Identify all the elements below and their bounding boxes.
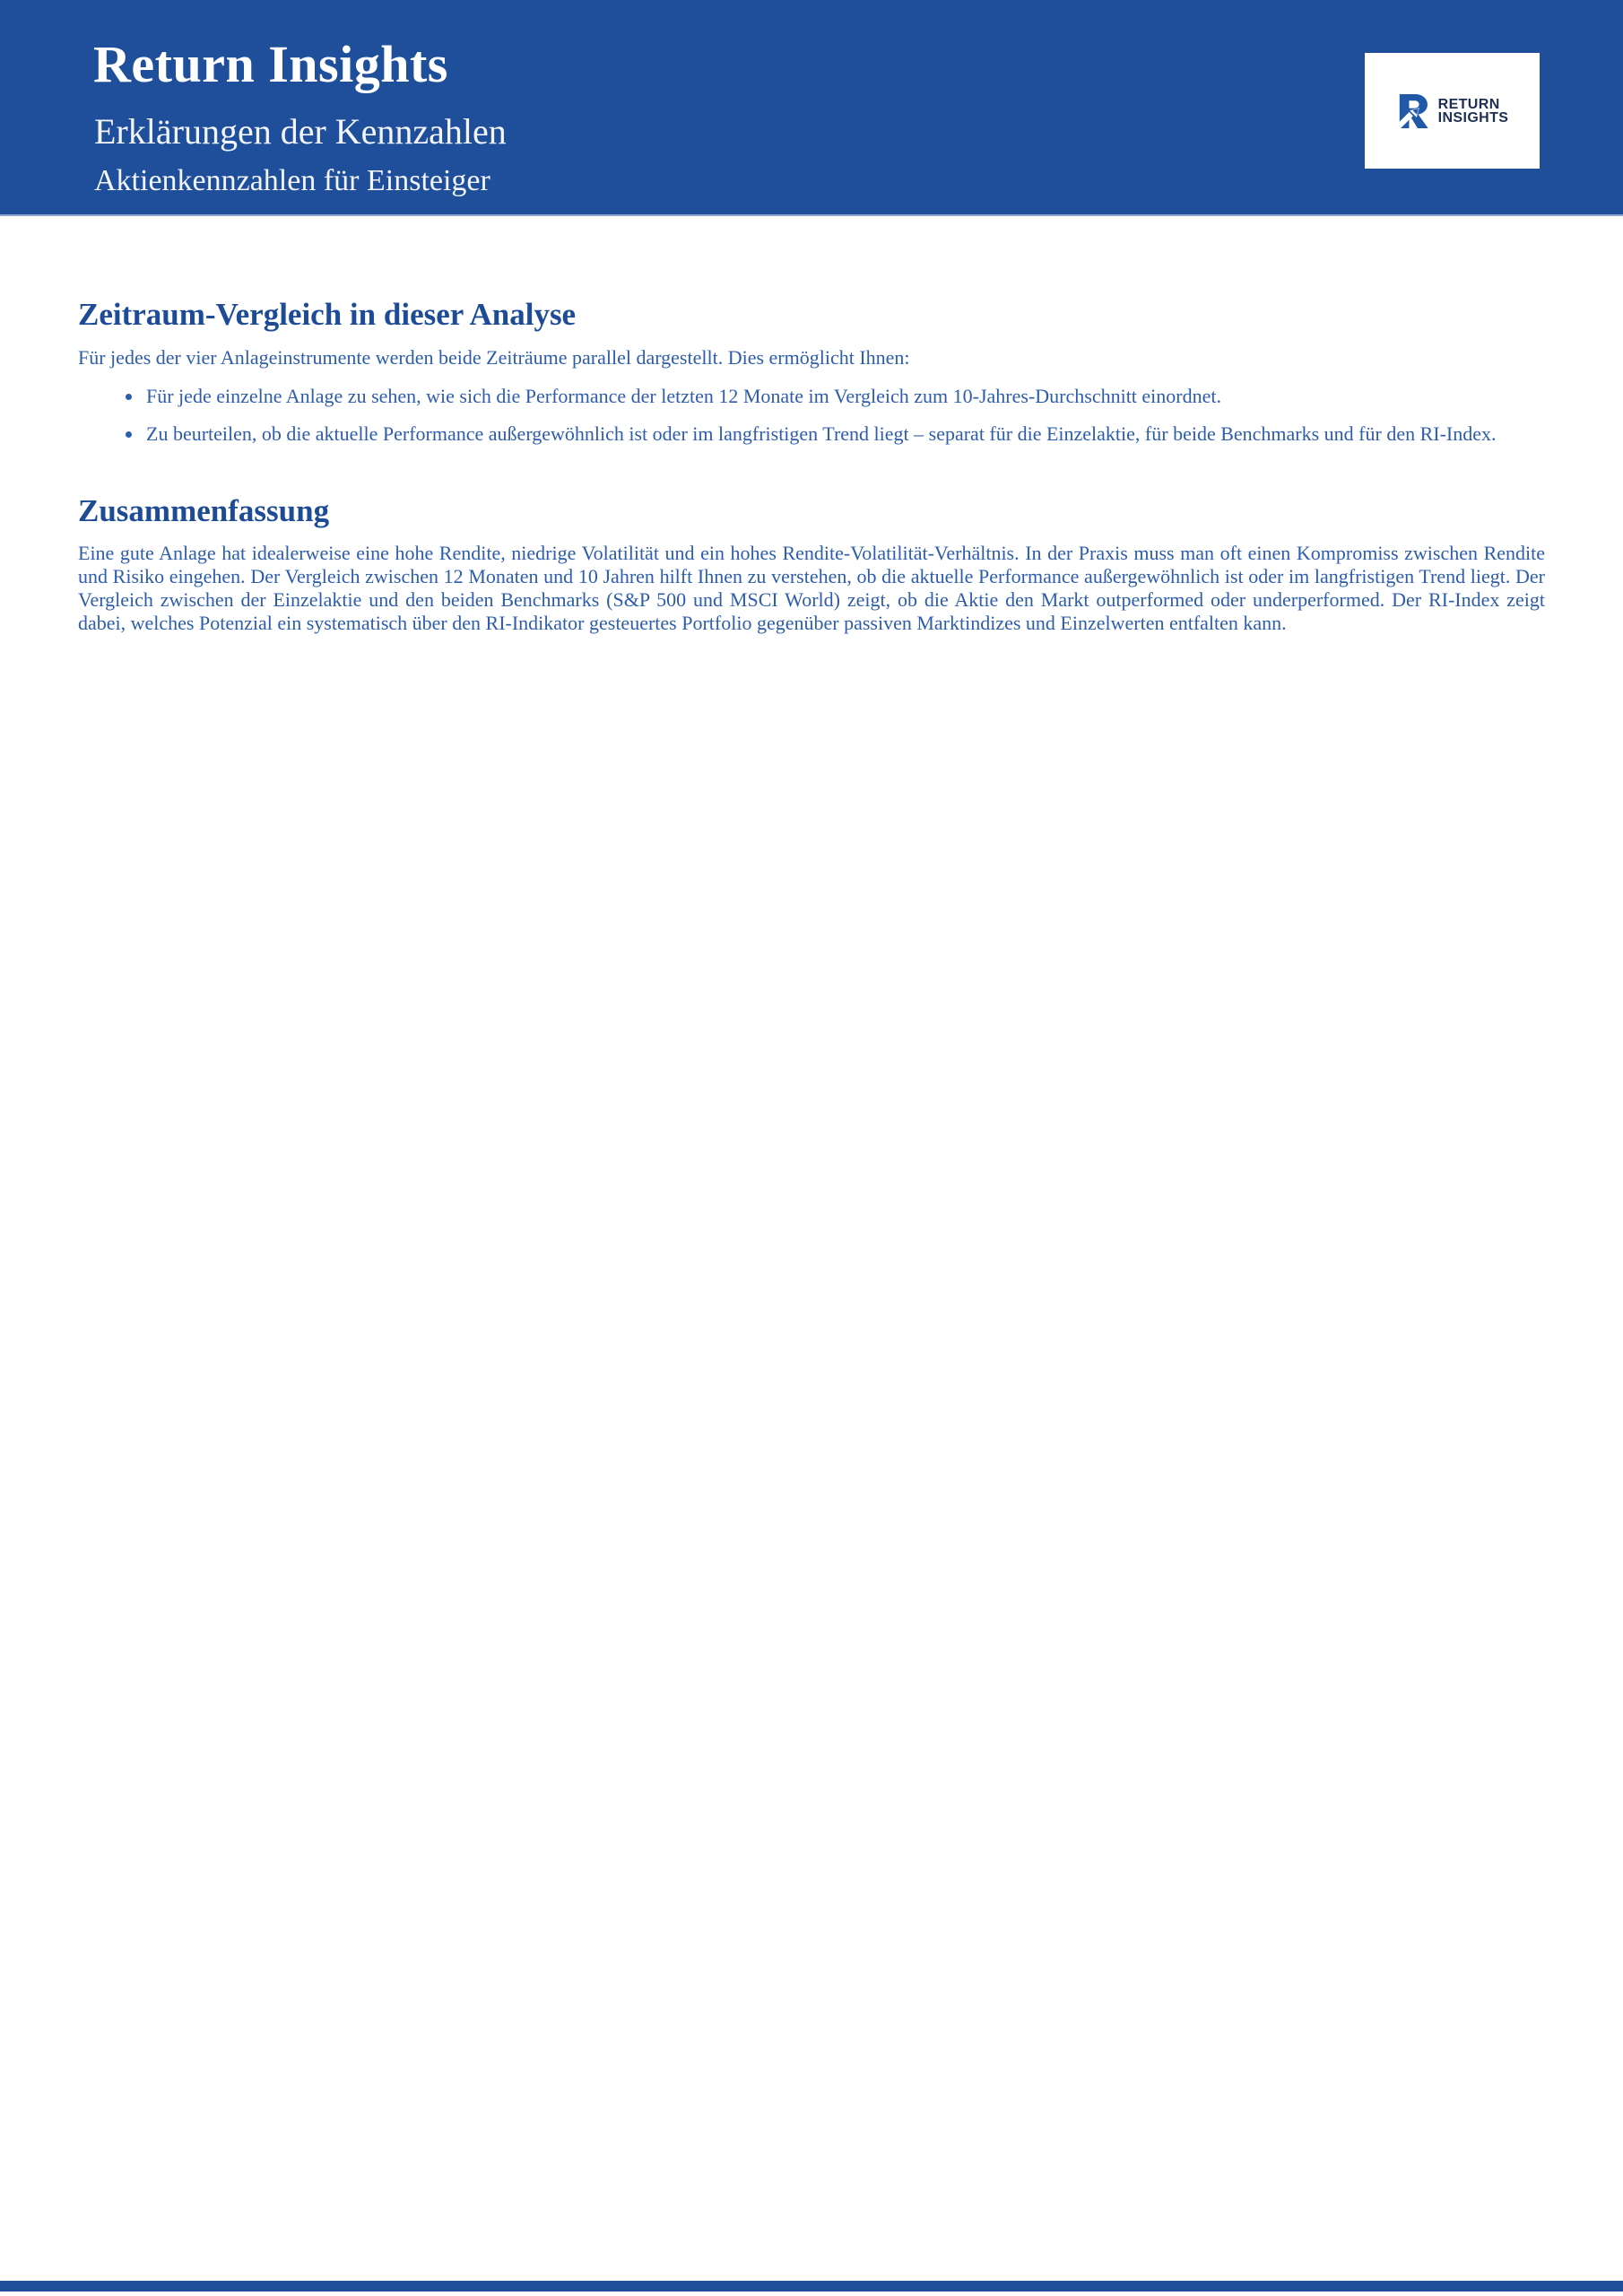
page-title: Return Insights: [93, 35, 448, 93]
logo-wordmark-line1: RETURN: [1437, 96, 1500, 112]
page-subtitle: Erklärungen der Kennzahlen: [94, 111, 507, 152]
bullet-text: Zu beurteilen, ob die aktuelle Performance außergewöhnlich ist oder im langfristigen Trend liegt – separat für die Einzelaktie, für beide Benchmarks und für den RI-Index.: [146, 422, 1497, 445]
list-item: [78, 385, 1545, 408]
section-heading-zeitraum-vergleich: Zeitraum-Vergleich in dieser Analyse: [78, 297, 577, 332]
brand-logo: [1365, 53, 1540, 169]
summary-paragraph: Eine gute Anlage hat idealerweise eine hohe Rendite, niedrige Volatilität und ein hohes Rendite-Volatilität-Verhältnis. In der Praxis muss man oft einen Kompromiss zwischen Rendite und Risiko eingehen. Der Vergleich zwischen 12 Monaten und 10 Jahren hilft Ihnen zu verstehen, ob die aktuelle Performance außergewöhnlich ist oder im langfristigen Trend liegt. Der Vergleich zwischen der Einzelaktie und den beiden Benchmarks (S&P 500 und MSCI World) zeigt, ob die Aktie den Markt outperformed oder underperformed. Der RI-Index zeigt dabei, welches Potenzial ein systematisch über den RI-Indikator gesteuertes Portfolio gegenüber passiven Marktindizes und Einzelwerten entfalten kann.: [78, 541, 1545, 634]
list-item: [78, 422, 1545, 446]
page-tagline: Aktienkennzahlen für Einsteiger: [94, 164, 490, 197]
section-intro-paragraph: Für jedes der vier Anlageinstrumente werden beide Zeiträume parallel dargestellt. Dies ermöglicht Ihnen:: [78, 345, 910, 369]
header-banner: [0, 0, 1623, 216]
r-arrow-logo-icon: [1396, 92, 1430, 130]
footer-rule: [0, 2281, 1623, 2292]
document-body: [78, 218, 1545, 635]
logo-wordmark: [1438, 98, 1509, 125]
bullet-text: Für jede einzelne Anlage zu sehen, wie sich die Performance der letzten 12 Monate im Vergleich zum 10-Jahres-Durchschnitt einordnet.: [146, 384, 1221, 407]
logo-wordmark-line2: INSIGHTS: [1437, 109, 1509, 126]
bullet-dot-icon: [126, 431, 132, 438]
section-heading-zusammenfassung: Zusammenfassung: [78, 492, 330, 528]
bullet-dot-icon: [126, 394, 132, 400]
bullet-list: [78, 385, 1545, 446]
